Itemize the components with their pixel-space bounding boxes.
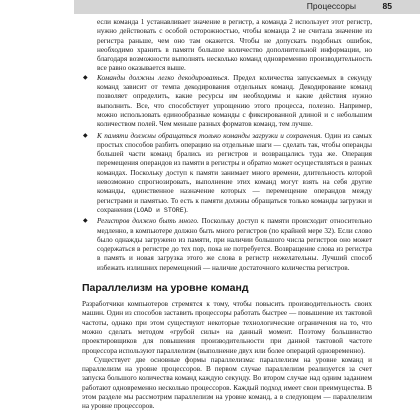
bullet-tail: ). bbox=[183, 205, 188, 214]
bullet-item-load-store bbox=[82, 132, 372, 216]
page-body bbox=[82, 18, 372, 412]
bullet-text: Предел количества запускаемых в секунду команд зависит от темпа декодирования отдельных команд. Декодирование команд позволяет определить, какие ресурсы им необходимы и какие действия нужно выполнить. Все, что способствует упрощению этого процесса, полезно. Например, можно использовать единообразные команды с фиксированной длиной и с небольшим количеством полей. Чем меньше разных форматов команд, тем лучше. bbox=[97, 73, 373, 129]
bullet-item-registers bbox=[82, 217, 372, 273]
bullet-lead: К памяти должны обращаться только команды загрузки и сохранения. bbox=[97, 131, 323, 140]
bullet-text: Поскольку доступ к памяти происходит относительно медленно, в компьютере должно быть много регистров (по крайней мере 32). Если слово было однажды загружено из памяти, при наличии большого числа регистров оно может содержаться в регистре до тех пор, пока не потребуется. Возвращение слова из регистра в память и новая загрузка этого же слова в регистр нежелательны. Лучший способ избежать излишних перемещений — наличие достаточного количества регистров. bbox=[97, 217, 372, 272]
section-paragraph-2: Существует две основные формы параллелизма: параллелизм на уровне команд и параллелизм на уровне процессоров. В первом случае параллелизм реализуется за счет запуска большого количества команд каждую секунду. Во втором случае над одним заданием работают одновременно несколько процессоров. Каждый подход имеет свои преимущества. В этом разделе мы рассмотрим параллелизм на уровне команд, а в следующем — параллелизм на уровне процессоров. bbox=[82, 355, 372, 411]
section-heading: Параллелизм на уровне команд bbox=[82, 282, 249, 295]
bullet-lead: Регистров должно быть много. bbox=[97, 217, 199, 226]
bullet-item-decode bbox=[82, 74, 372, 130]
bullet-diamond-icon: ◆ bbox=[83, 218, 88, 225]
page-number: 85 bbox=[382, 1, 392, 11]
continued-paragraph: если команда 1 устанавливает значение в регистр, а команда 2 использует этот регистр, нужно действовать с особой осторожностью, чтобы команда 2 не считала значение из регистра раньше, чем оно там окажется. Чтобы не допускать подобных ошибок, необходимо хранить в памяти большое количество дополнительной информации, но благодаря возможности выполнять несколько команд одновременно производительность все равно оказывается выше. bbox=[97, 18, 372, 73]
bullet-diamond-icon: ◆ bbox=[83, 74, 88, 81]
running-header bbox=[74, 0, 420, 14]
chapter-title: Процессоры bbox=[306, 1, 356, 11]
code-term: LOAD и STORE bbox=[136, 206, 184, 214]
bullet-lead: Команды должны легко декодироваться. bbox=[97, 73, 230, 82]
bullet-diamond-icon: ◆ bbox=[83, 132, 88, 139]
section-paragraph-1: Разработчики компьютеров стремятся к тому, чтобы повысить производительность своих машин. Один из способов заставить процессоры работать быстрее — повышение их тактовой частоты, однако при этом существуют некоторые технологические ограничения на то, что можно сделать методом «грубой силы» на данный момент. Поэтому большинство проектировщиков для повышения производительности при данной тактовой частоте процессора используют параллелизм (выполнение двух или более операций одновременно). bbox=[82, 300, 372, 355]
bullet-text: Один из самых простых способов разбить операцию на отдельные шаги — сделать так, чтобы операнды большей части команд брались из регистров и возвращались туда же. Операция перемещения операндов из памяти в регистры и обратно может осуществляться в разных командах. Поскольку доступ к памяти занимает много времени, длительность которой невозможно спрогнозировать, выполнение этих команд могут взять на себя другие команды, единственное назначение которых — перемещение операндов между регистрами и памятью. То есть к памяти должны обращаться только команды загрузки и сохранения ( bbox=[97, 131, 373, 214]
